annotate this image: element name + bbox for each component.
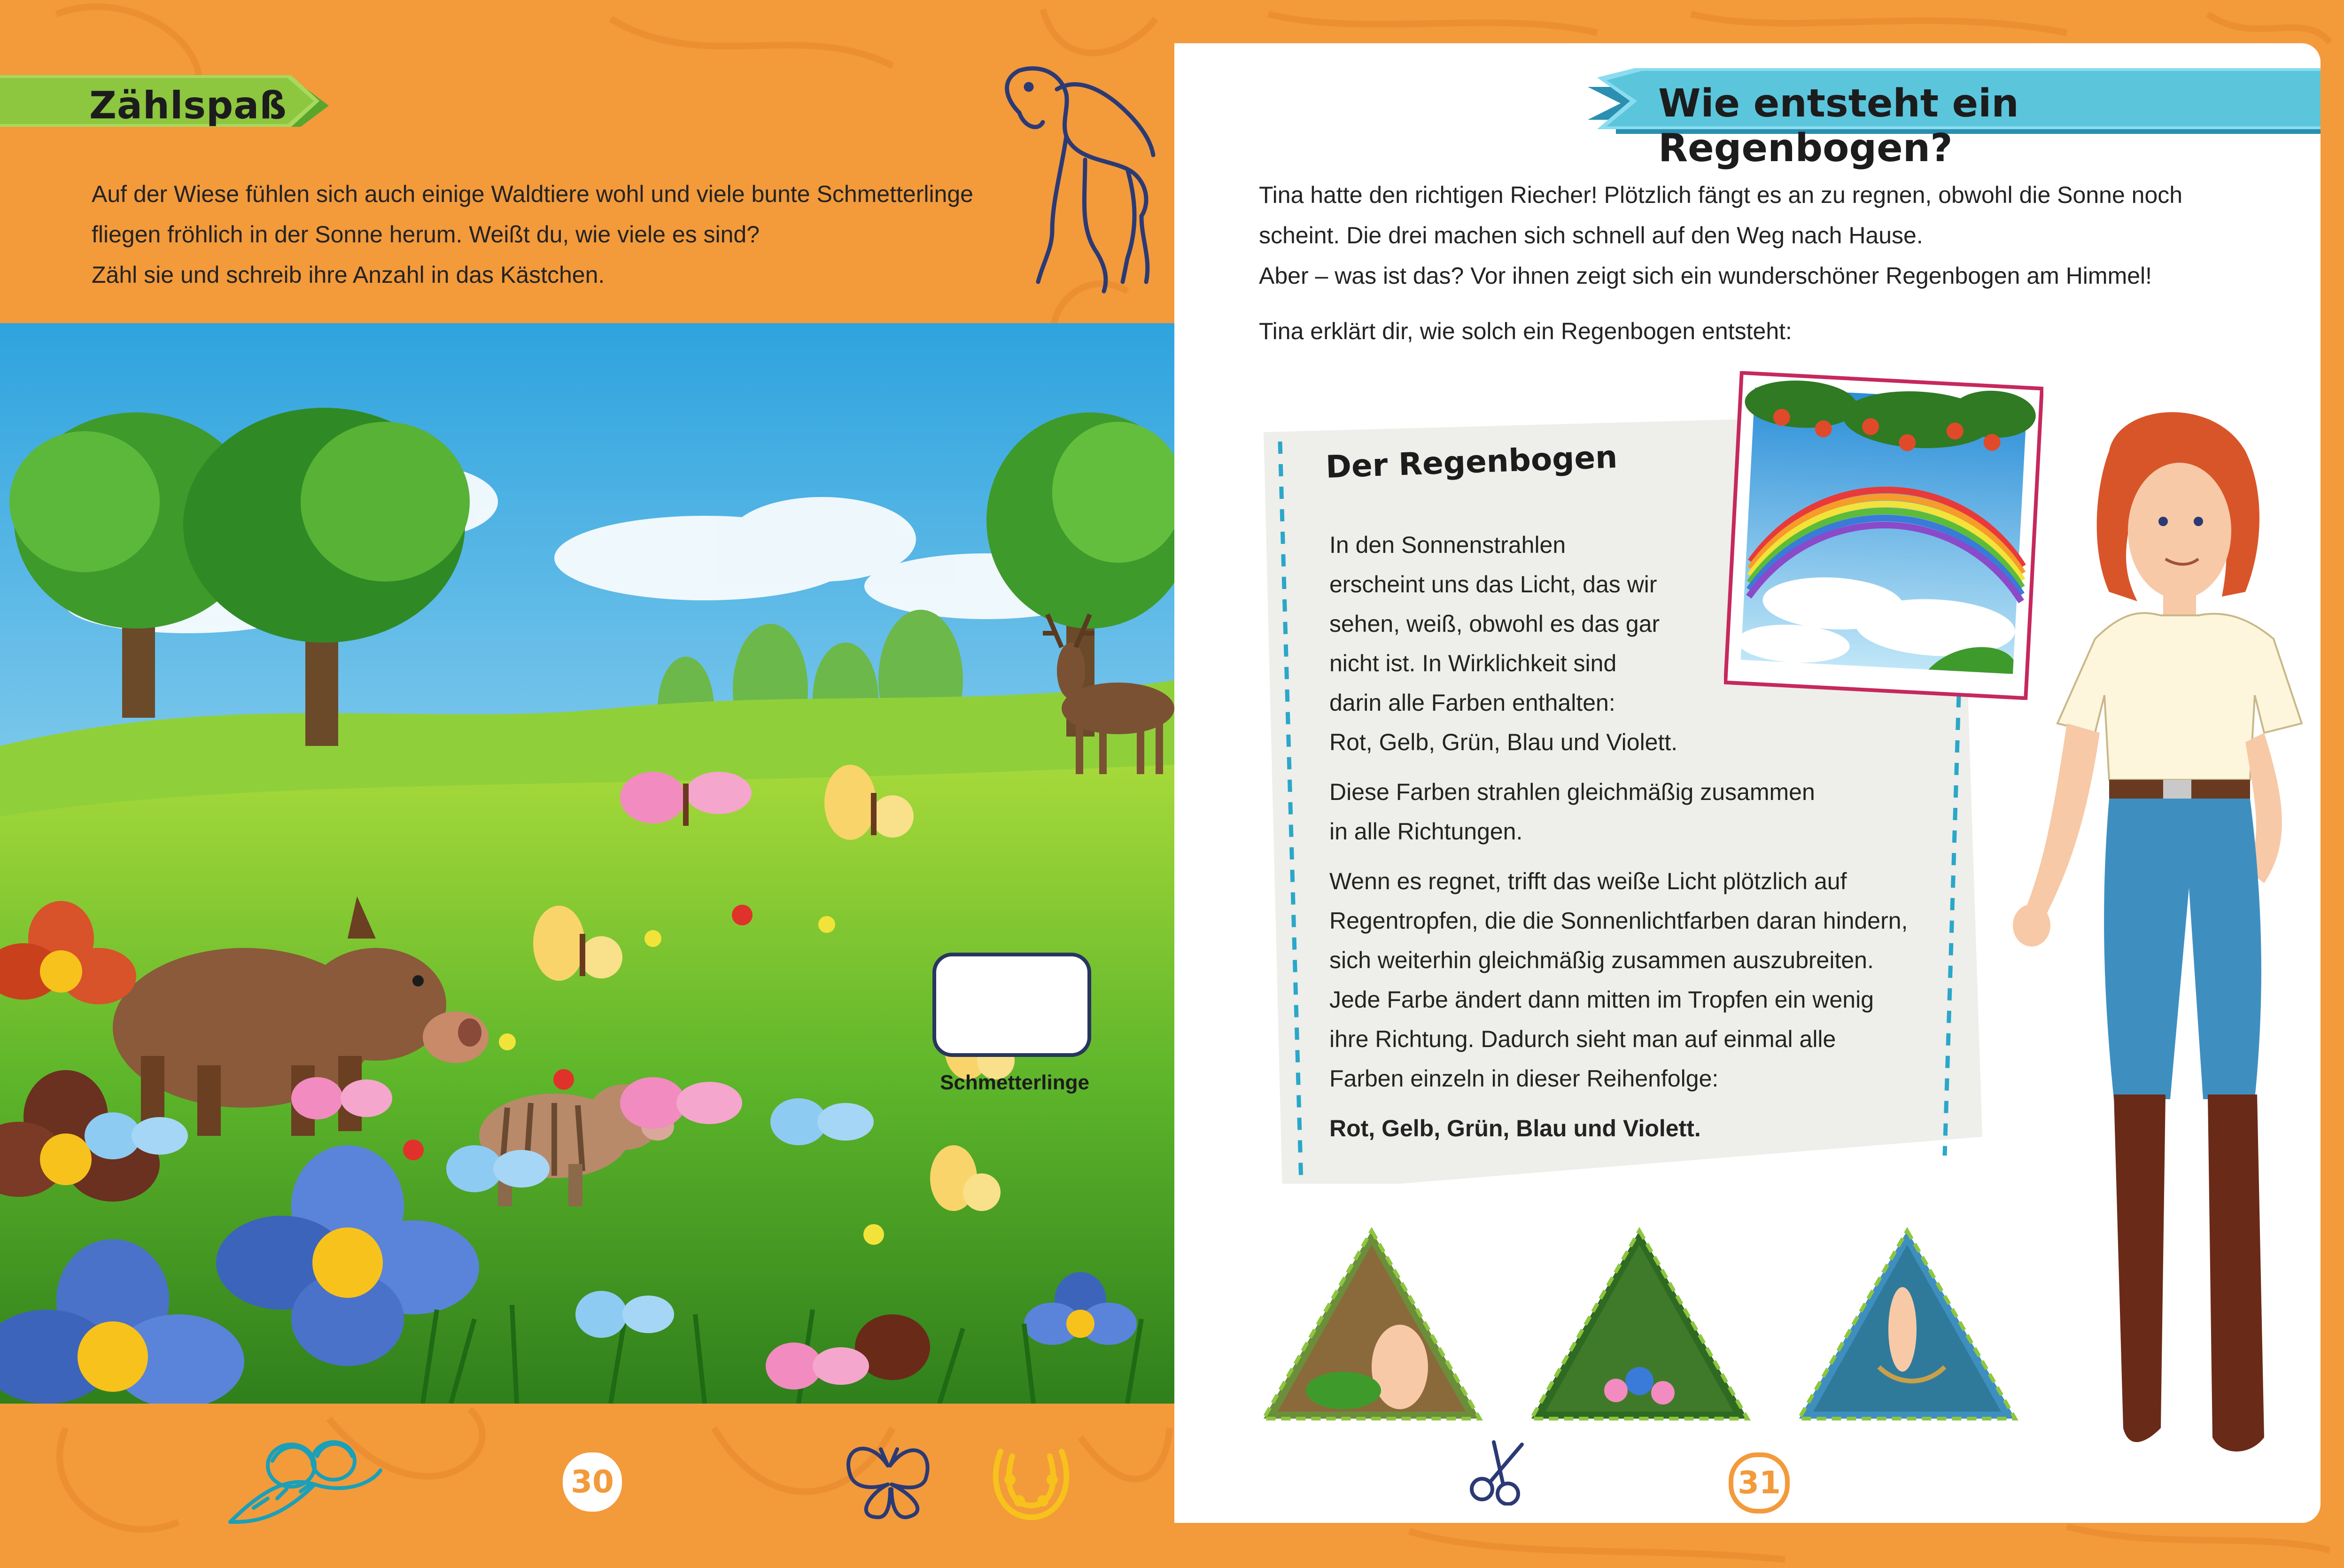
note-summary: Rot, Gelb, Grün, Blau und Violett.	[1329, 1115, 1701, 1141]
horseshoe-icon	[986, 1437, 1076, 1527]
note-line: darin alle Farben enthalten:	[1329, 690, 1615, 716]
intro-line: Tina hatte den richtigen Riecher! Plötzlich fängt es an zu regnen, obwohl die Sonne noch	[1259, 182, 2183, 208]
scissors-icon	[1466, 1435, 1536, 1506]
section-title: Zählspaß	[89, 84, 287, 127]
section-banner-counting	[0, 75, 329, 136]
butterfly-icon	[836, 1437, 939, 1522]
page-number-right: 31	[1729, 1452, 1790, 1514]
note-line: erscheint uns das Licht, das wir	[1329, 571, 1657, 598]
intro-text	[92, 174, 1031, 295]
triangle-puzzle-piece-2[interactable]	[1527, 1226, 1752, 1423]
acorn-leaf-icon	[221, 1428, 390, 1531]
intro-line: Auf der Wiese fühlen sich auch einige Waldtiere wohl und viele bunte Schmetterlinge	[92, 181, 973, 207]
section-title: Wie entsteht ein Regenbogen?	[1658, 81, 2019, 171]
intro-line: Aber – was ist das? Vor ihnen zeigt sich ein wunderschöner Regenbogen am Himmel!	[1259, 263, 2152, 289]
intro-lead: Tina erklärt dir, wie solch ein Regenbogen entsteht:	[1259, 318, 1792, 344]
note-title: Der Regenbogen	[1325, 439, 1618, 485]
note-line: Wenn es regnet, trifft das weiße Licht plötzlich auf	[1329, 868, 1847, 894]
answer-box-label: Schmetterlinge	[940, 1071, 1089, 1094]
meadow-illustration	[0, 323, 1174, 1404]
answer-box[interactable]	[932, 953, 1091, 1057]
note-line: Farben einzeln in dieser Reihenfolge:	[1329, 1065, 1719, 1092]
note-line: ihre Richtung. Dadurch sieht man auf einmal alle	[1329, 1026, 1836, 1052]
tina-illustration	[2001, 395, 2330, 1503]
triangle-puzzle-piece-3[interactable]	[1794, 1226, 2020, 1423]
intro-line: fliegen fröhlich in der Sonne herum. Weißt du, wie viele es sind?	[92, 221, 760, 248]
triangle-puzzle-piece-1[interactable]	[1259, 1226, 1484, 1423]
note-line: Rot, Gelb, Grün, Blau und Violett.	[1329, 729, 1678, 755]
note-line: Jede Farbe ändert dann mitten im Tropfen ein wenig	[1329, 986, 1874, 1013]
note-line: sich weiterhin gleichmäßig zusammen auszubreiten.	[1329, 947, 1874, 973]
note-line: In den Sonnenstrahlen	[1329, 532, 1566, 558]
page-number-left: 30	[563, 1452, 622, 1512]
note-line: sehen, weiß, obwohl es das gar	[1329, 611, 1660, 637]
intro-text	[1259, 175, 2222, 351]
section-banner-rainbow	[1588, 68, 2321, 139]
intro-line: Zähl sie und schreib ihre Anzahl in das Kästchen.	[92, 262, 605, 288]
intro-line: scheint. Die drei machen sich schnell auf den Weg nach Hause.	[1259, 222, 1923, 248]
note-line: in alle Richtungen.	[1329, 818, 1523, 845]
note-line: Diese Farben strahlen gleichmäßig zusammen	[1329, 779, 1815, 805]
note-line: Regentropfen, die die Sonnenlichtfarben daran hindern,	[1329, 908, 1908, 934]
rainbow-photo	[1724, 371, 2043, 700]
note-line: nicht ist. In Wirklichkeit sind	[1329, 650, 1617, 676]
